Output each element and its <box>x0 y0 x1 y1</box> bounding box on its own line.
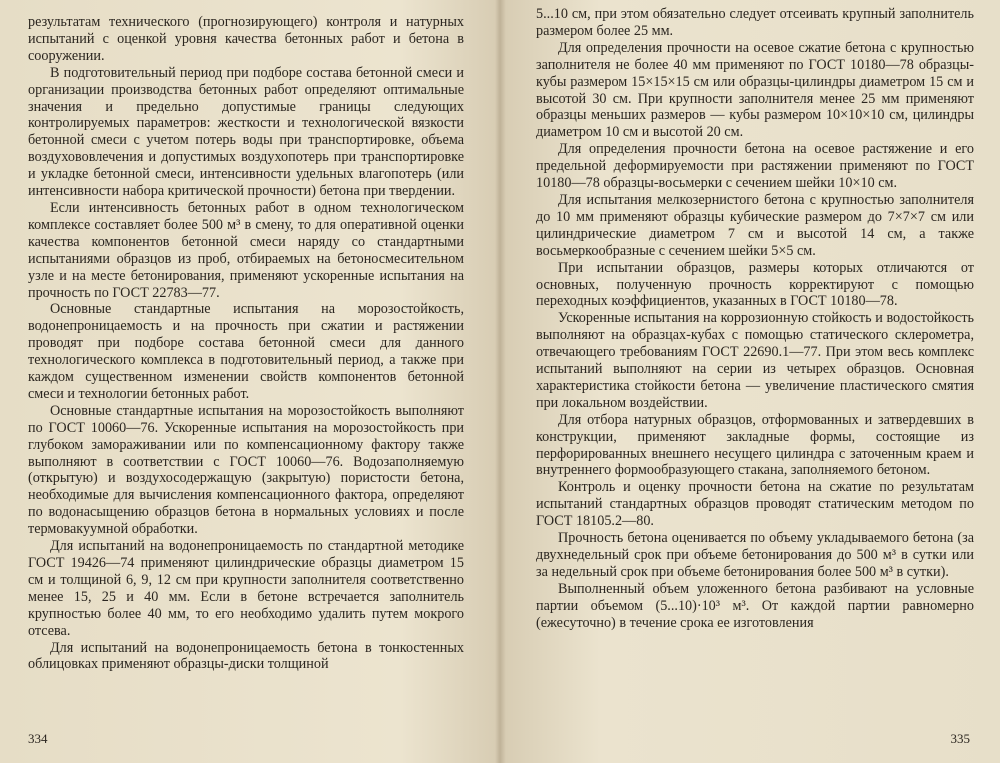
left-page-text <box>28 14 464 673</box>
paragraph: В подготовительный период при подборе состава бетонной смеси и организации производства бетонных работ определяют оптимальные значения и предельно допустимые границы следующих контролируемых параметров: жесткости и технологической вязкости бетонной смеси с учетом потерь воды при транспортировке, объема воздухововлечения и допустимых воздухопотерь при транспортировке и укладке бетонной смеси, интенсивности удельных влагопотерь (или интенсивности набора критической прочности) бетона при твердении. <box>28 64 464 200</box>
right-page <box>500 0 1000 763</box>
paragraph: Прочность бетона оценивается по объему укладываемого бетона (за двухнедельный срок при объеме бетонирования до 500 м³ в сутки или за недельный срок при объеме бетонирования более 500 м³ в сутки). <box>536 530 974 580</box>
paragraph: Ускоренные испытания на коррозионную стойкость и водостойкость выполняют на образцах-кубах с помощью статического склерометра, отвечающего требованиям ГОСТ 22690.1—77. При этом весь комплекс испытаний выполняют на серии из четырех образцов. Основная характеристика стойкости бетона — увеличение пластического смятия при локальном воздействии. <box>536 310 974 411</box>
paragraph: Для определения прочности на осевое сжатие бетона с крупностью заполнителя не более 40 мм применяют по ГОСТ 10180—78 образцы-кубы размером 15×15×15 см или образцы-цилиндры диаметром 15 см и высотой 30 см. При крупности заполнителя менее 25 мм применяют образцы меньших размеров — кубы размером 10×10×10 см, цилиндры диаметром 10 см и высотой 20 см. <box>536 39 974 141</box>
page-number: 335 <box>950 731 970 746</box>
paragraph: Для испытаний на водонепроницаемость бетона в тонкостенных облицовках применяют образцы-диски толщиной <box>28 639 464 673</box>
paragraph: Для испытаний на водонепроницаемость по стандартной методике ГОСТ 19426—74 применяют цилиндрические образцы диаметром 15 см и толщиной 6, 9, 12 см при крупности заполнителя соответственно менее 15, 25 и 40 мм. Если в бетоне встречается заполнитель крупностью более 40 мм, то его необходимо удалить путем мокрого отсева. <box>28 538 464 639</box>
paragraph: Для отбора натурных образцов, отформованных и затвердевших в конструкции, применяют закладные формы, состоящие из перфорированных внешнего несущего цилиндра с заточенным краем и внутреннего формообразующего стакана, заполняемого бетоном. <box>536 411 974 479</box>
paragraph: Контроль и оценку прочности бетона на сжатие по результатам испытаний стандартных образцов проводят статическим методом по ГОСТ 18105.2—80. <box>536 479 974 530</box>
paragraph: Основные стандартные испытания на морозостойкость, водонепроницаемость и на прочность при сжатии и растяжении проводят при подборе состава бетонной смеси для данного технологического комплекса в подготовительный период, а также при каждом существенном изменении свойств компонентов бетонной смеси и технологии бетонных работ. <box>28 301 464 402</box>
paragraph: Для определения прочности бетона на осевое растяжение и его предельной деформируемости при растяжении применяют по ГОСТ 10180—78 образцы-восьмерки с сечением шейки 10×10 см. <box>536 141 974 192</box>
paragraph: Основные стандартные испытания на морозостойкость выполняют по ГОСТ 10060—76. Ускоренные испытания на морозостойкость при глубоком замораживании или по компенсационному фактору также выполняют в соответствии с ГОСТ 10060—76. Водозаполняемую (открытую) и воздухосодержащую (закрытую) пористости бетона, необходимые для вычисления компенсационного фактора, определяют по водонасыщению образцов бетона в нормальных условиях и после термовакуумной обработки. <box>28 402 464 538</box>
paragraph: Если интенсивность бетонных работ в одном технологическом комплексе составляет более 500 м³ в смену, то для оперативной оценки качества компонентов бетонной смеси наряду со стандартными испытаниями образцов из проб, отбираемых на бетоносмесительном узле и на месте бетонирования, применяют ускоренные испытания на прочность по ГОСТ 22783—77. <box>28 199 464 301</box>
paragraph: результатам технического (прогнозирующего) контроля и натурных испытаний с оценкой уровня качества бетонных работ и бетона в сооружении. <box>28 14 464 64</box>
paragraph: Для испытания мелкозернистого бетона с крупностью заполнителя до 10 мм применяют образцы кубические размером до 7×7×7 см или цилиндрические диаметром 7 см и высотой 14 см, а также восьмеркообразные с сечением шейки 5×5 см. <box>536 191 974 259</box>
paragraph: Выполненный объем уложенного бетона разбивают на условные партии объемом (5...10)·10³ м³. От каждой партии равномерно (ежесуточно) в течение срока ее изготовления <box>536 580 974 631</box>
right-page-text <box>536 6 974 632</box>
paragraph: При испытании образцов, размеры которых отличаются от основных, полученную прочность корректируют с помощью переходных коэффициентов, указанных в ГОСТ 10180—78. <box>536 259 974 310</box>
page-number: 334 <box>28 731 48 746</box>
paragraph: 5...10 см, при этом обязательно следует отсеивать крупный заполнитель размером более 25 мм. <box>536 6 974 39</box>
